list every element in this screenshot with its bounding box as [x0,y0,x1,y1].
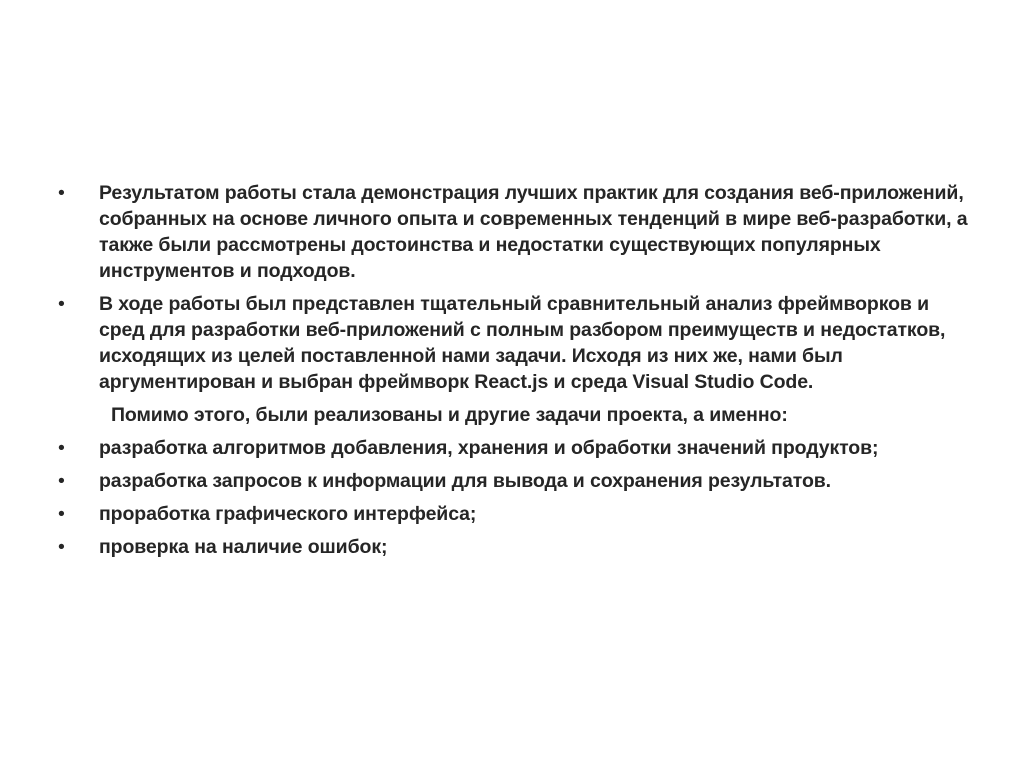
bullet-icon: • [58,536,65,558]
bullet-item-algorithms [58,435,968,461]
bullet-icon: • [58,470,65,492]
paragraph-text: проработка графического интерфейса; [99,503,477,525]
intro-line [58,402,968,428]
bullet-icon: • [58,182,65,204]
bullet-item-analysis [58,291,968,395]
bullet-item-interface [58,501,968,527]
bullet-icon: • [58,293,65,315]
paragraph-text: разработка алгоритмов добавления, хранения и обработки значений продуктов; [99,437,879,459]
slide-body [58,180,968,567]
paragraph-text: Результатом работы стала демонстрация лучших практик для создания веб-приложений, собранных на основе личного опыта и современных тенденций в мире веб-разработки, а также были рассмотрены достоинства и недостатки существующих популярных инструментов и подходов. [99,182,968,282]
paragraph-text: проверка на наличие ошибок; [99,536,388,558]
paragraph-text: В ходе работы был представлен тщательный сравнительный анализ фреймворков и сред для разработки веб-приложений с полным разбором преимуществ и недостатков, исходящих из целей поставленной нами задачи. Исходя из них же, нами был аргументирован и выбран фреймворк React.js и среда Visual Studio Code. [99,293,946,393]
bullet-icon: • [58,503,65,525]
bullet-icon: • [58,437,65,459]
paragraph-text: разработка запросов к информации для вывода и сохранения результатов. [99,470,831,492]
bullet-item-queries [58,468,968,494]
bullet-item-results [58,180,968,284]
paragraph-text: Помимо этого, были реализованы и другие задачи проекта, а именно: [111,404,788,426]
bullet-item-testing [58,534,968,560]
